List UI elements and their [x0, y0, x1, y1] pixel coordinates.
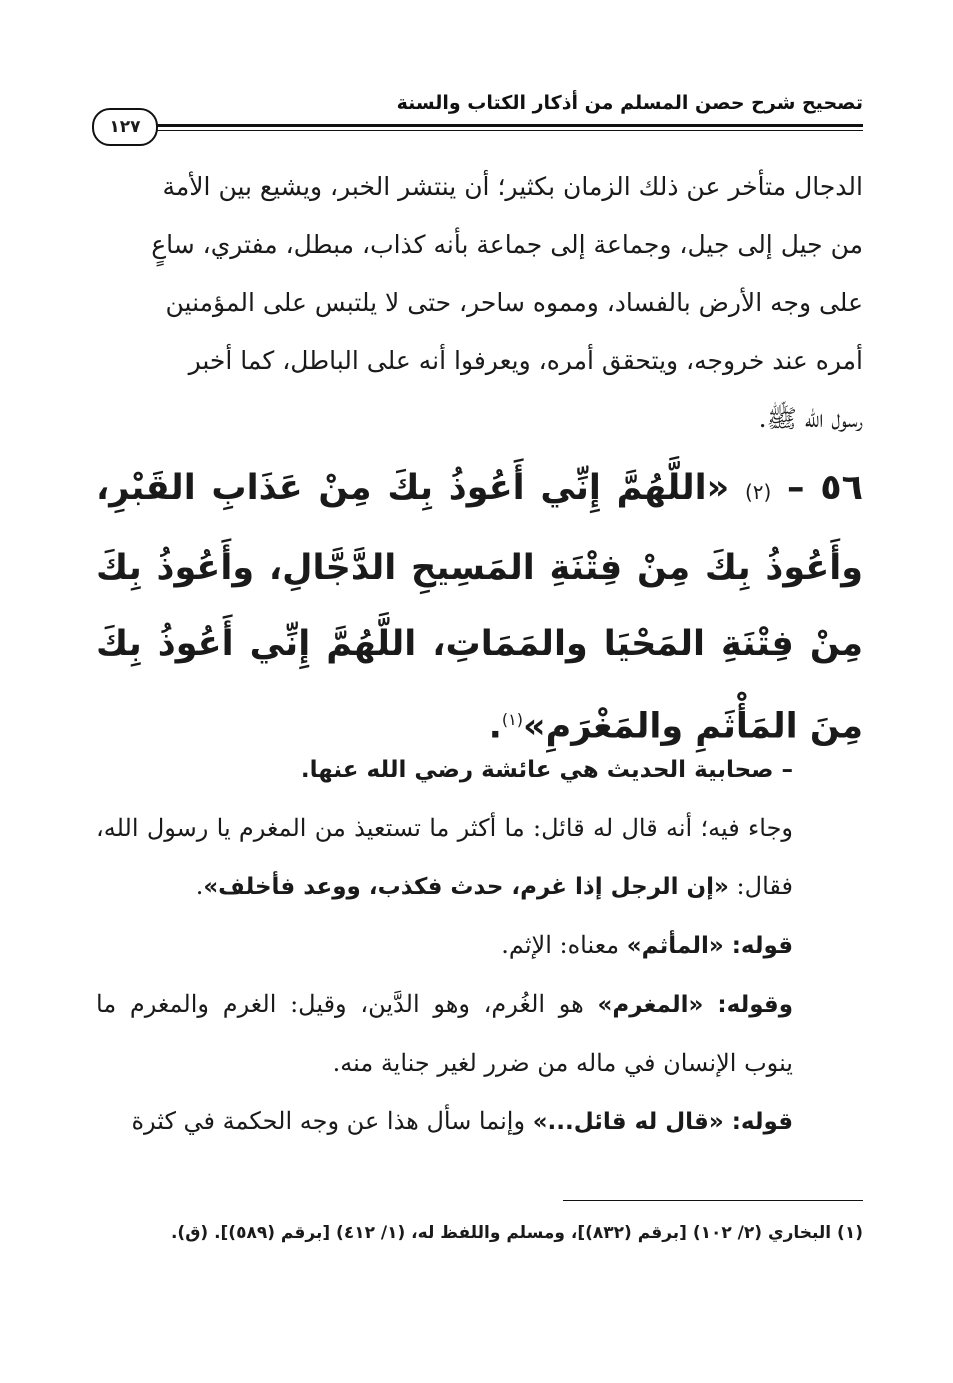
page-number: ١٢٧ — [92, 108, 158, 146]
term-label: قوله: «قال له قائل...» — [532, 1109, 793, 1135]
companion-text: – صحابية الحديث هي عائشة رضي الله عنها. — [300, 757, 793, 783]
intro-line: رسول الله ﷺ. — [758, 404, 863, 433]
commentary-text: وإنما سأل هذا عن وجه الحكمة في كثرة — [131, 1107, 533, 1135]
commentary-text: . — [195, 872, 204, 900]
hadith-body: «اللَّهُمَّ إِنِّي أَعُوذُ بِكَ مِنْ عَذَابِ القَبْرِ، وأَعُوذُ بِكَ مِنْ فِتْنَةِ المَسِيحِ الدَّجَّالِ، وأَعُوذُ بِكَ مِنْ فِتْنَةِ المَحْيَا والمَمَاتِ، اللَّهُمَّ إِنِّي أَعُوذُ بِكَ مِنَ المَأْثَمِ والمَغْرَمِ» — [96, 468, 863, 747]
hadith-number: ٥٦ – — [787, 468, 864, 508]
term-label: قوله: «المأثم» — [626, 933, 793, 959]
hadith-sub-number: (٢) — [744, 480, 772, 504]
commentary-text: معناه: الإثم. — [501, 931, 627, 959]
quote-text: «إن الرجل إذا غرم، حدث فكذب، ووعد فأخلف» — [203, 874, 729, 900]
hadith-end: . — [488, 706, 502, 747]
commentary-paragraph — [96, 1092, 863, 1151]
footnote-rule — [563, 1200, 863, 1201]
commentary-paragraph — [96, 975, 863, 1092]
footnote-marker: (١) — [501, 710, 523, 729]
running-title: تصحيح شرح حصن المسلم من أذكار الكتاب والسنة — [396, 92, 863, 114]
commentary — [96, 740, 863, 1151]
commentary-paragraph — [96, 799, 863, 916]
commentary-paragraph — [96, 916, 863, 975]
intro-line: على وجه الأرض بالفساد، ومموه ساحر، حتى لا يلتبس على المؤمنين — [165, 288, 863, 317]
commentary-text: هو الغُرم، وهو الدَّين، وقيل: الغرم والمغرم ما ينوب الإنسان في ماله من ضرر لغير جناية منه. — [96, 990, 793, 1077]
term-label: وقوله: «المغرم» — [597, 992, 793, 1018]
footnote: (١) البخاري (٢/ ١٠٢) [برقم (٨٣٢)]، ومسلم واللفظ له، (١/ ٤١٢) [برقم (٥٨٩)]. (ق). — [170, 1223, 863, 1243]
header-rule — [150, 124, 863, 127]
intro-line: الدجال متأخر عن ذلك الزمان بكثير؛ أن ينتشر الخبر، ويشيع بين الأمة — [162, 172, 863, 201]
header-rule-thin — [150, 130, 863, 131]
intro-line: أمره عند خروجه، ويتحقق أمره، ويعرفوا أنه على الباطل، كما أخبر — [188, 346, 863, 375]
intro-paragraph — [96, 158, 863, 448]
companion-note — [96, 740, 863, 799]
commentary-text: وجاء فيه؛ أنه قال له قائل: ما أكثر ما تستعيذ من المغرم يا رسول الله، فقال: — [96, 814, 793, 900]
intro-line: من جيل إلى جيل، وجماعة إلى جماعة بأنه كذاب، مبطل، مفتري، ساعٍ — [151, 230, 863, 259]
hadith-text — [96, 450, 863, 765]
